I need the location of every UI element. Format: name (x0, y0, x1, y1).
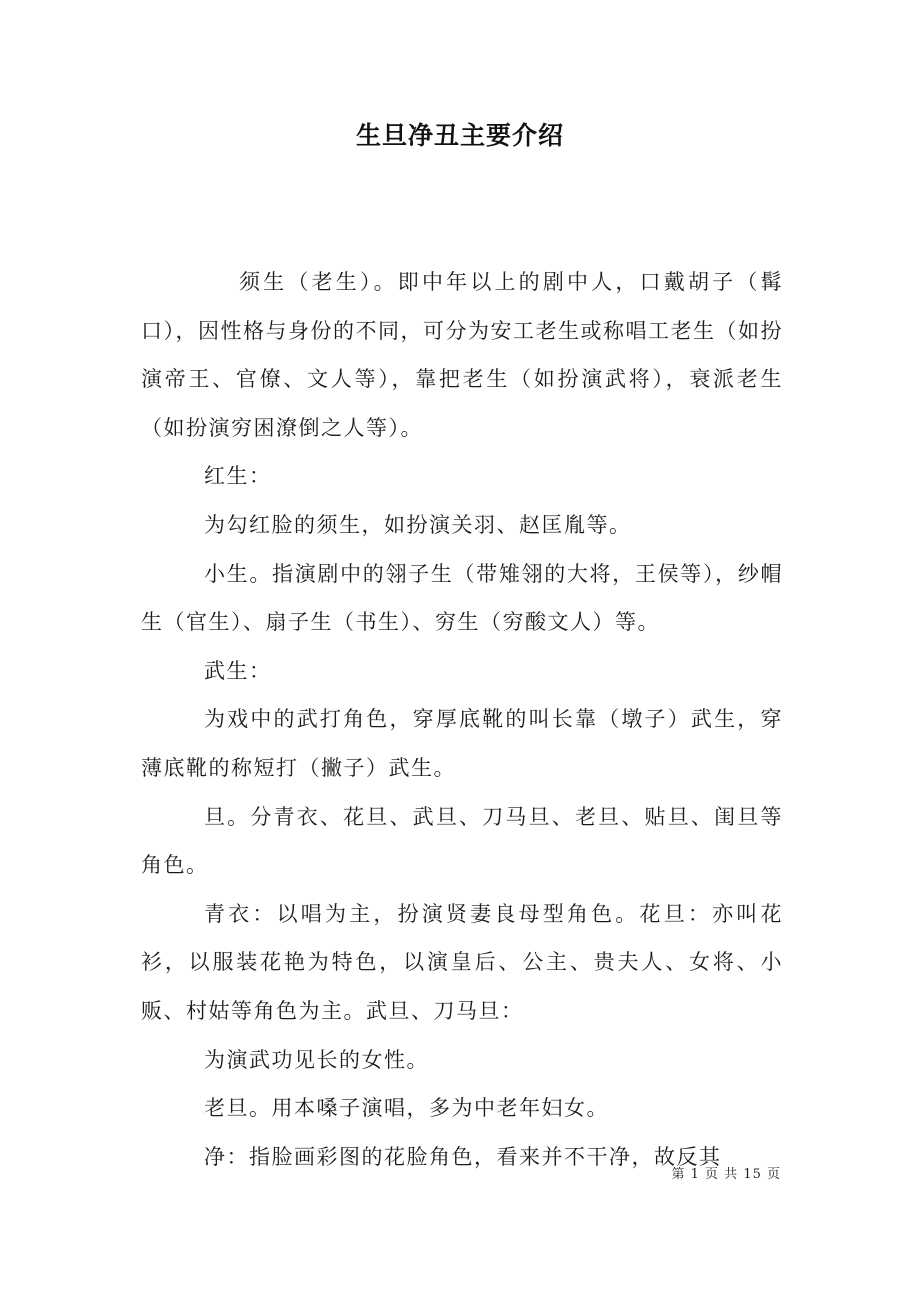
paragraph-hongsheng-heading: 红生： (204, 464, 272, 489)
paragraph-laodan: 老旦。用本嗓子演唱，多为中老年妇女。 (204, 1096, 609, 1121)
paragraph-wusheng: 为戏中的武打角色，穿厚底靴的叫长靠（墩子）武生，穿薄底靴的称短打（撇子）武生。 (141, 707, 783, 780)
paragraph-xiaosheng: 小生。指演剧中的翎子生（带雉翎的大将，王侯等），纱帽生（官生）、扇子生（书生）、穷生（穷酸文人）等。 (141, 561, 783, 635)
paragraph-hongsheng: 为勾红脸的须生，如扮演关羽、赵匡胤等。 (204, 512, 632, 537)
paragraph-qingyi: 青衣：以唱为主，扮演贤妻良母型角色。花旦：亦叫花衫，以服装花艳为特色，以演皇后、公主、贵夫人、女将、小贩、村姑等角色为主。武旦、刀马旦： (141, 901, 783, 1023)
paragraph-xusheng: 须生（老生）。即中年以上的剧中人，口戴胡子（髯口），因性格与身份的不同，可分为安工老生或称唱工老生（如扮演帝王、官僚、文人等），靠把老生（如扮演武将），衰派老生（如扮演穷困潦倒之人等）。 (141, 270, 783, 440)
paragraph-wusheng-heading: 武生： (204, 658, 272, 683)
document-body (141, 258, 783, 1181)
page-footer: 第 1 页 共 15 页 (671, 1167, 781, 1182)
paragraph-wudan: 为演武功见长的女性。 (204, 1047, 429, 1072)
paragraph-jing: 净：指脸画彩图的花脸角色，看来并不干净，故反其 (204, 1144, 722, 1169)
paragraph-dan: 旦。分青衣、花旦、武旦、刀马旦、老旦、贴旦、闺旦等角色。 (141, 804, 783, 878)
page-title: 生旦净丑主要介绍 (355, 121, 564, 150)
